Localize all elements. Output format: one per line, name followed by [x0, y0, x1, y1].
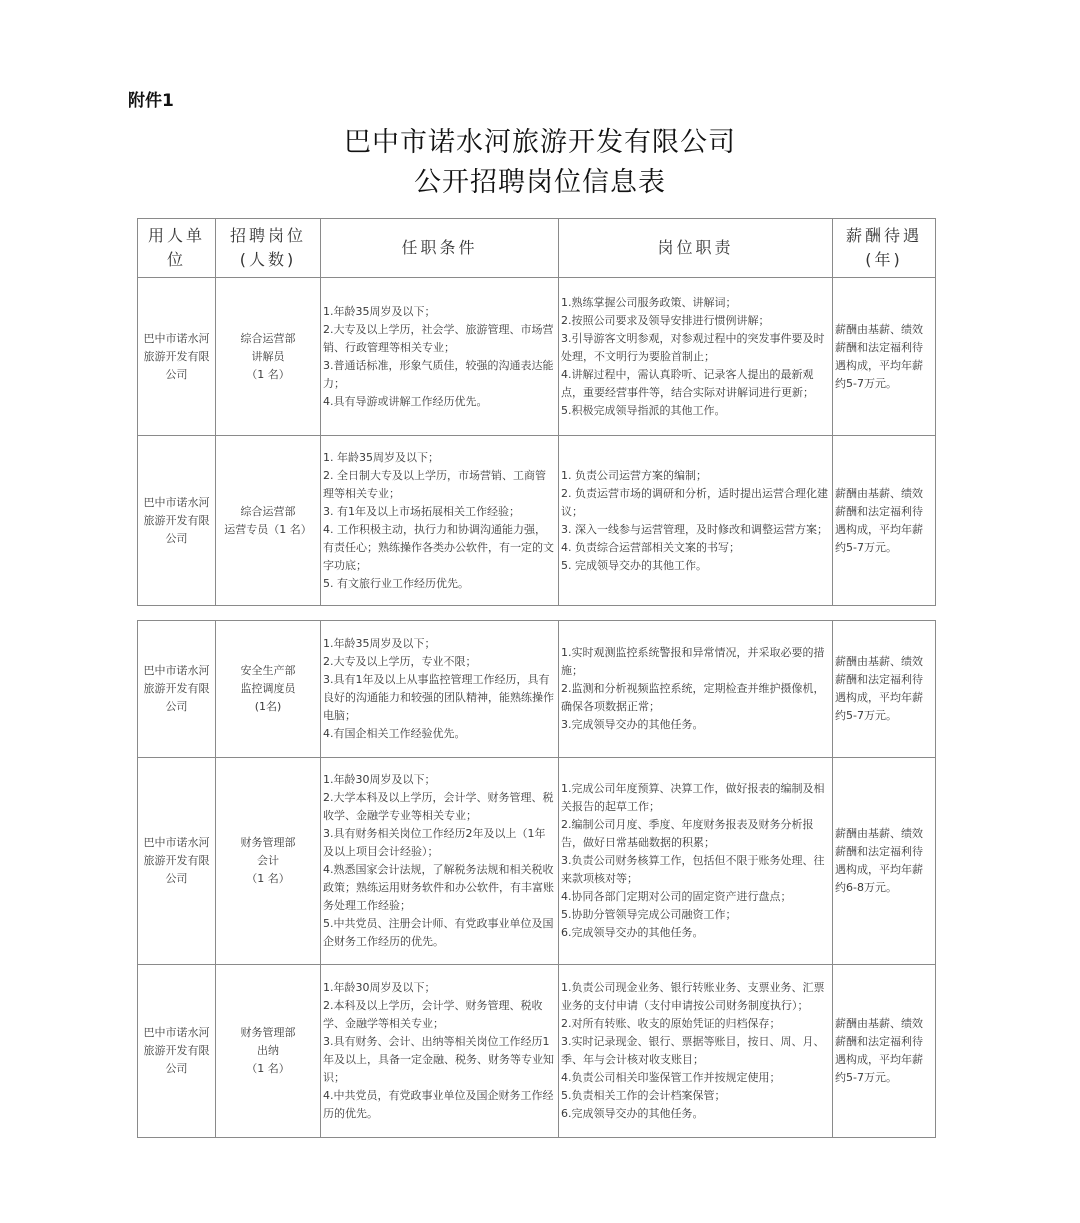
cell-duties [559, 965, 833, 1138]
duty-item: 6.完成领导交办的其他任务。 [561, 926, 704, 939]
header-salary-line2: (年) [865, 250, 903, 269]
duty-item: 2.监测和分析视频监控系统，定期检查并维护摄像机，确保各项数据正常； [561, 682, 825, 713]
cell-salary: 薪酬由基薪、绩效薪酬和法定福利待遇构成，平均年薪约5-7万元。 [833, 436, 936, 606]
duty-item: 2.编制公司月度、季度、年度财务报表及财务分析报告，做好日常基础数据的积累； [561, 818, 814, 849]
recruitment-table-part1 [137, 218, 936, 606]
requirement-item: 3.普通话标准，形象气质佳，较强的沟通表达能力； [323, 358, 554, 390]
cell-unit: 巴中市诺水河旅游开发有限公司 [138, 965, 216, 1138]
table-row [138, 758, 936, 965]
duty-item: 5.积极完成领导指派的其他工作。 [561, 403, 726, 417]
position-line2: 会计 [257, 854, 279, 867]
table-row [138, 278, 936, 436]
position-line2: 出纳 [257, 1044, 279, 1057]
header-duties: 岗位职责 [559, 219, 833, 278]
document-title-line2: 公开招聘岗位信息表 [414, 167, 666, 198]
cell-salary: 薪酬由基薪、绩效薪酬和法定福利待遇构成，平均年薪约5-7万元。 [833, 278, 936, 436]
duty-item: 3.完成领导交办的其他任务。 [561, 718, 704, 731]
position-line3: （1 名） [246, 1062, 290, 1075]
duty-item: 4. 负责综合运营部相关文案的书写； [561, 540, 740, 554]
cell-unit: 巴中市诺水河旅游开发有限公司 [138, 758, 216, 965]
requirement-item: 4.中共党员，有党政事业单位及国企财务工作经历的优先。 [323, 1089, 554, 1120]
cell-position [216, 965, 321, 1138]
duty-item: 5. 完成领导交办的其他工作。 [561, 558, 707, 572]
position-line2: 运营专员（1 名） [224, 522, 312, 536]
duty-item: 2.对所有转账、收支的原始凭证的归档保存； [561, 1017, 781, 1030]
requirement-item: 2.大学本科及以上学历，会计学、财务管理、税收学、金融学专业等相关专业； [323, 791, 554, 822]
requirement-item: 2.本科及以上学历，会计学、财务管理、税收学、金融学等相关专业； [323, 999, 543, 1030]
duty-item: 4.讲解过程中，需认真聆听、记录客人提出的最新观点，重要经营事件等，结合实际对讲解词进行更新； [561, 367, 814, 399]
requirement-item: 1.年龄30周岁及以下； [323, 773, 436, 786]
requirement-item: 3.具有1年及以上从事监控管理工作经历，具有良好的沟通能力和较强的团队精神，能熟练操作电脑； [323, 673, 554, 722]
position-line1: 安全生产部 [240, 664, 296, 677]
cell-requirements [321, 621, 559, 758]
duty-item: 3.负责公司财务核算工作，包括但不限于账务处理、往来款项核对等； [561, 854, 825, 885]
position-line3: (1名) [254, 700, 282, 713]
duty-item: 3.引导游客文明参观，对参观过程中的突发事件要及时处理，不文明行为要脸首制止； [561, 331, 825, 363]
cell-requirements [321, 758, 559, 965]
duty-item: 1.实时观测监控系统警报和异常情况，并采取必要的措施； [561, 646, 825, 677]
requirement-item: 1.年龄35周岁及以下； [323, 637, 436, 650]
header-position [216, 219, 321, 278]
position-line2: 讲解员 [251, 349, 285, 363]
header-position-line2: (人数) [239, 250, 297, 269]
duty-item: 5.负责相关工作的会计档案保管； [561, 1089, 726, 1102]
requirement-item: 1.年龄30周岁及以下； [323, 981, 436, 994]
header-position-line1: 招聘岗位 [229, 226, 306, 245]
cell-duties [559, 621, 833, 758]
cell-duties [559, 278, 833, 436]
requirement-item: 2.大专及以上学历，专业不限； [323, 655, 477, 668]
requirement-item: 3.具有财务相关岗位工作经历2年及以上（1年及以上项目会计经验）； [323, 827, 546, 858]
table-header-row [138, 219, 936, 278]
duty-item: 1.熟练掌握公司服务政策、讲解词； [561, 295, 737, 309]
requirement-item: 1. 年龄35周岁及以下； [323, 450, 439, 464]
document-title-line1: 巴中市诺水河旅游开发有限公司 [344, 127, 736, 158]
cell-salary: 薪酬由基薪、绩效薪酬和法定福利待遇构成，平均年薪约5-7万元。 [833, 965, 936, 1138]
cell-requirements [321, 278, 559, 436]
cell-salary: 薪酬由基薪、绩效薪酬和法定福利待遇构成，平均年薪约5-7万元。 [833, 621, 936, 758]
duty-item: 1.负责公司现金业务、银行转账业务、支票业务、汇票业务的支付申请（支付申请按公司财务制度执行）； [561, 981, 825, 1012]
table-row [138, 965, 936, 1138]
cell-salary: 薪酬由基薪、绩效薪酬和法定福利待遇构成，平均年薪约6-8万元。 [833, 758, 936, 965]
requirement-item: 4. 工作积极主动，执行力和协调沟通能力强，有责任心；熟练操作各类办公软件，有一定的文字功底； [323, 522, 554, 572]
requirement-item: 1.年龄35周岁及以下； [323, 304, 436, 318]
attachment-label: 附件1 [128, 91, 174, 111]
requirement-item: 4.具有导游或讲解工作经历优先。 [323, 394, 488, 408]
requirement-item: 5.中共党员、注册会计师、有党政事业单位及国企财务工作经历的优先。 [323, 917, 554, 948]
requirement-item: 3.具有财务、会计、出纳等相关岗位工作经历1年及以上，具备一定金融、税务、财务等专业知识； [323, 1035, 554, 1084]
duty-item: 1. 负责公司运营方案的编制； [561, 468, 707, 482]
duty-item: 1.完成公司年度预算、决算工作，做好报表的编制及相关报告的起草工作； [561, 782, 825, 813]
cell-position [216, 278, 321, 436]
cell-duties [559, 436, 833, 606]
recruitment-table-part2 [137, 620, 936, 1138]
cell-duties [559, 758, 833, 965]
duty-item: 4.协同各部门定期对公司的固定资产进行盘点； [561, 890, 792, 903]
duty-item: 4.负责公司相关印鉴保管工作并按规定使用； [561, 1071, 781, 1084]
duty-item: 5.协助分管领导完成公司融资工作； [561, 908, 737, 921]
requirement-item: 4.熟悉国家会计法规，了解税务法规和相关税收政策；熟练运用财务软件和办公软件，有丰富账务处理工作经验； [323, 863, 554, 912]
header-unit: 用人单位 [138, 219, 216, 278]
requirement-item: 2.大专及以上学历，社会学、旅游管理、市场营销、行政管理等相关专业； [323, 322, 554, 354]
table-row [138, 436, 936, 606]
requirement-item: 2. 全日制大专及以上学历，市场营销、工商管理等相关专业； [323, 468, 546, 500]
duty-item: 6.完成领导交办的其他任务。 [561, 1107, 704, 1120]
duty-item: 2. 负责运营市场的调研和分析，适时提出运营合理化建议； [561, 486, 828, 518]
cell-unit: 巴中市诺水河旅游开发有限公司 [138, 436, 216, 606]
duty-item: 2.按照公司要求及领导安排进行惯例讲解； [561, 313, 770, 327]
position-line3: （1 名） [246, 872, 290, 885]
position-line1: 综合运营部 [240, 331, 296, 345]
cell-position [216, 436, 321, 606]
position-line3: （1 名） [246, 367, 290, 381]
cell-unit: 巴中市诺水河旅游开发有限公司 [138, 278, 216, 436]
position-line2: 监控调度员 [240, 682, 296, 695]
duty-item: 3.实时记录现金、银行、票据等账目，按日、周、月、季、年与会计核对收支账目； [561, 1035, 825, 1066]
position-line1: 综合运营部 [240, 504, 296, 518]
duty-item: 3. 深入一线参与运营管理，及时修改和调整运营方案； [561, 522, 828, 536]
header-requirements: 任职条件 [321, 219, 559, 278]
header-salary-line1: 薪酬待遇 [845, 226, 922, 245]
cell-requirements [321, 436, 559, 606]
cell-position [216, 621, 321, 758]
cell-unit: 巴中市诺水河旅游开发有限公司 [138, 621, 216, 758]
requirement-item: 4.有国企相关工作经验优先。 [323, 727, 466, 740]
cell-requirements [321, 965, 559, 1138]
header-salary [833, 219, 936, 278]
requirement-item: 3. 有1年及以上市场拓展相关工作经验； [323, 504, 520, 518]
position-line1: 财务管理部 [240, 1026, 296, 1039]
requirement-item: 5. 有文旅行业工作经历优先。 [323, 576, 469, 590]
position-line1: 财务管理部 [240, 836, 296, 849]
table-row [138, 621, 936, 758]
cell-position [216, 758, 321, 965]
